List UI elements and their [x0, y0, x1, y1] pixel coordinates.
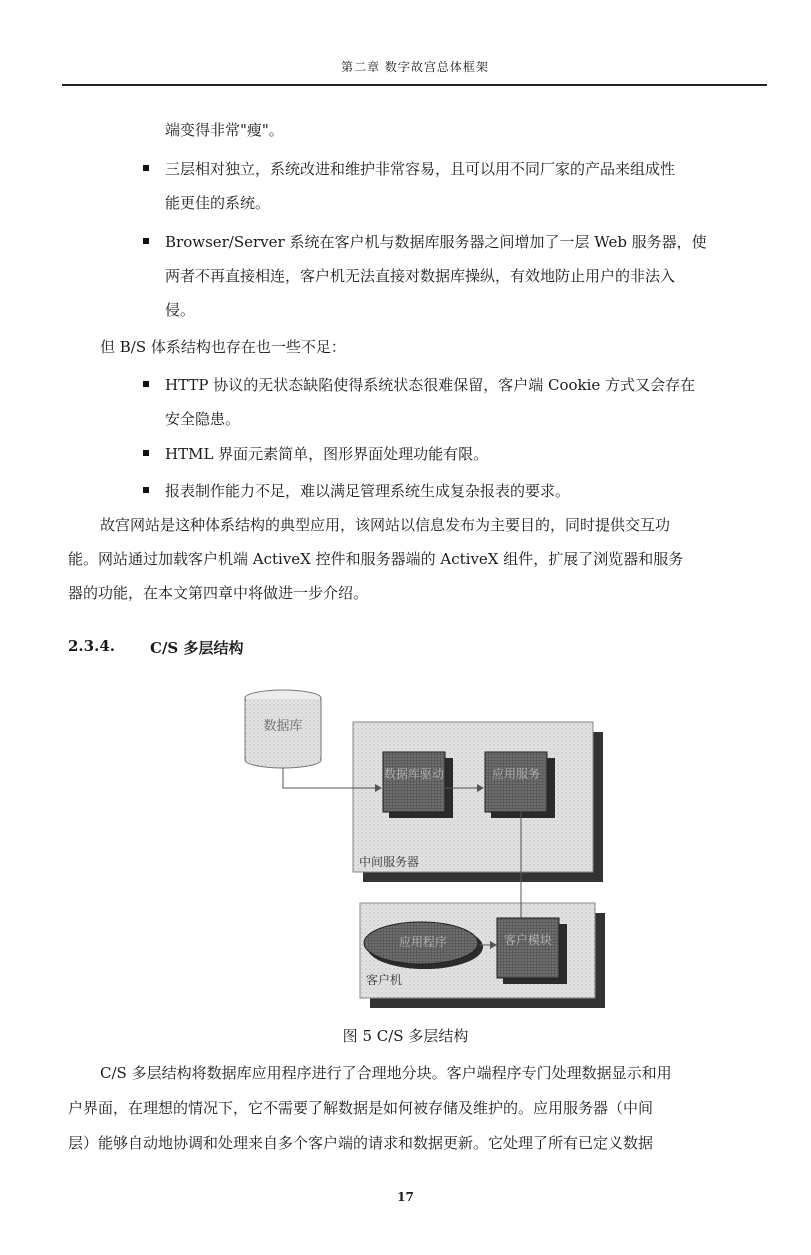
text-line: 报表制作能力不足，难以满足管理系统生成复杂报表的要求。 — [165, 482, 571, 500]
text-line: Browser/Server 系统在客户机与数据库服务器之间增加了一层 Web 服务器，使 — [165, 233, 707, 251]
text-line: 故宫网站是这种体系结构的典型应用，该网站以信息发布为主要目的，同时提供交互功 — [100, 516, 671, 534]
app-service-label: 应用服务 — [491, 767, 541, 781]
text-line: 端变得非常"瘦"。 — [165, 121, 284, 139]
database-label: 数据库 — [263, 719, 303, 734]
client-label: 客户机 — [366, 973, 403, 987]
client-app-label: 应用程序 — [398, 935, 448, 949]
app-service-cube — [485, 752, 555, 818]
text-line: 两者不再直接相连，客户机无法直接对数据库操纵，有效地防止用户的非法入 — [165, 267, 676, 285]
text-line: 侵。 — [165, 301, 196, 319]
bullet-icon — [143, 450, 149, 456]
bullet-icon — [143, 381, 149, 387]
bullet-icon — [143, 238, 149, 244]
middle-server-label: 中间服务器 — [359, 855, 420, 869]
header-rule — [62, 84, 767, 86]
cs-architecture-figure — [225, 680, 615, 1015]
text-line: 但 B/S 体系结构也存在也一些不足： — [100, 338, 346, 356]
text-line: 三层相对独立，系统改进和维护非常容易，且可以用不同厂家的产品来组成性 — [165, 160, 676, 178]
text-line: 能。网站通过加载客户机端 ActiveX 控件和服务器端的 ActiveX 组件，扩展了浏览器和服务 — [68, 550, 684, 568]
bullet-icon — [143, 487, 149, 493]
text-line: 户界面，在理想的情况下，它不需要了解数据是如何被存储及维护的。应用服务器（中间 — [68, 1099, 654, 1117]
bullet-icon — [143, 165, 149, 171]
text-line: 层）能够自动地协调和处理来自多个客户端的请求和数据更新。它处理了所有已定义数据 — [68, 1134, 654, 1152]
db-driver-label: 数据库驱动 — [383, 767, 445, 781]
text-line: HTML 界面元素简单，图形界面处理功能有限。 — [165, 445, 489, 463]
database-icon — [245, 690, 321, 768]
client-module-cube — [497, 918, 567, 984]
db-driver-cube — [383, 752, 453, 818]
text-line: C/S 多层结构将数据库应用程序进行了合理地分块。客户端程序专门处理数据显示和用 — [100, 1064, 672, 1082]
text-line: 器的功能，在本文第四章中将做进一步介绍。 — [68, 584, 369, 602]
running-header: 第二章 数字故宫总体框架 — [341, 60, 489, 74]
text-line: 能更佳的系统。 — [165, 194, 271, 212]
client-module-label: 客户模块 — [503, 933, 553, 947]
figure-caption: 图 5 C/S 多层结构 — [342, 1027, 469, 1045]
text-line: 安全隐患。 — [165, 410, 241, 428]
page-number: 17 — [397, 1190, 414, 1204]
section-number: 2.3.4. — [68, 637, 115, 655]
section-title: C/S 多层结构 — [150, 639, 244, 657]
text-line: HTTP 协议的无状态缺陷使得系统状态很难保留，客户端 Cookie 方式又会存在 — [165, 376, 696, 394]
